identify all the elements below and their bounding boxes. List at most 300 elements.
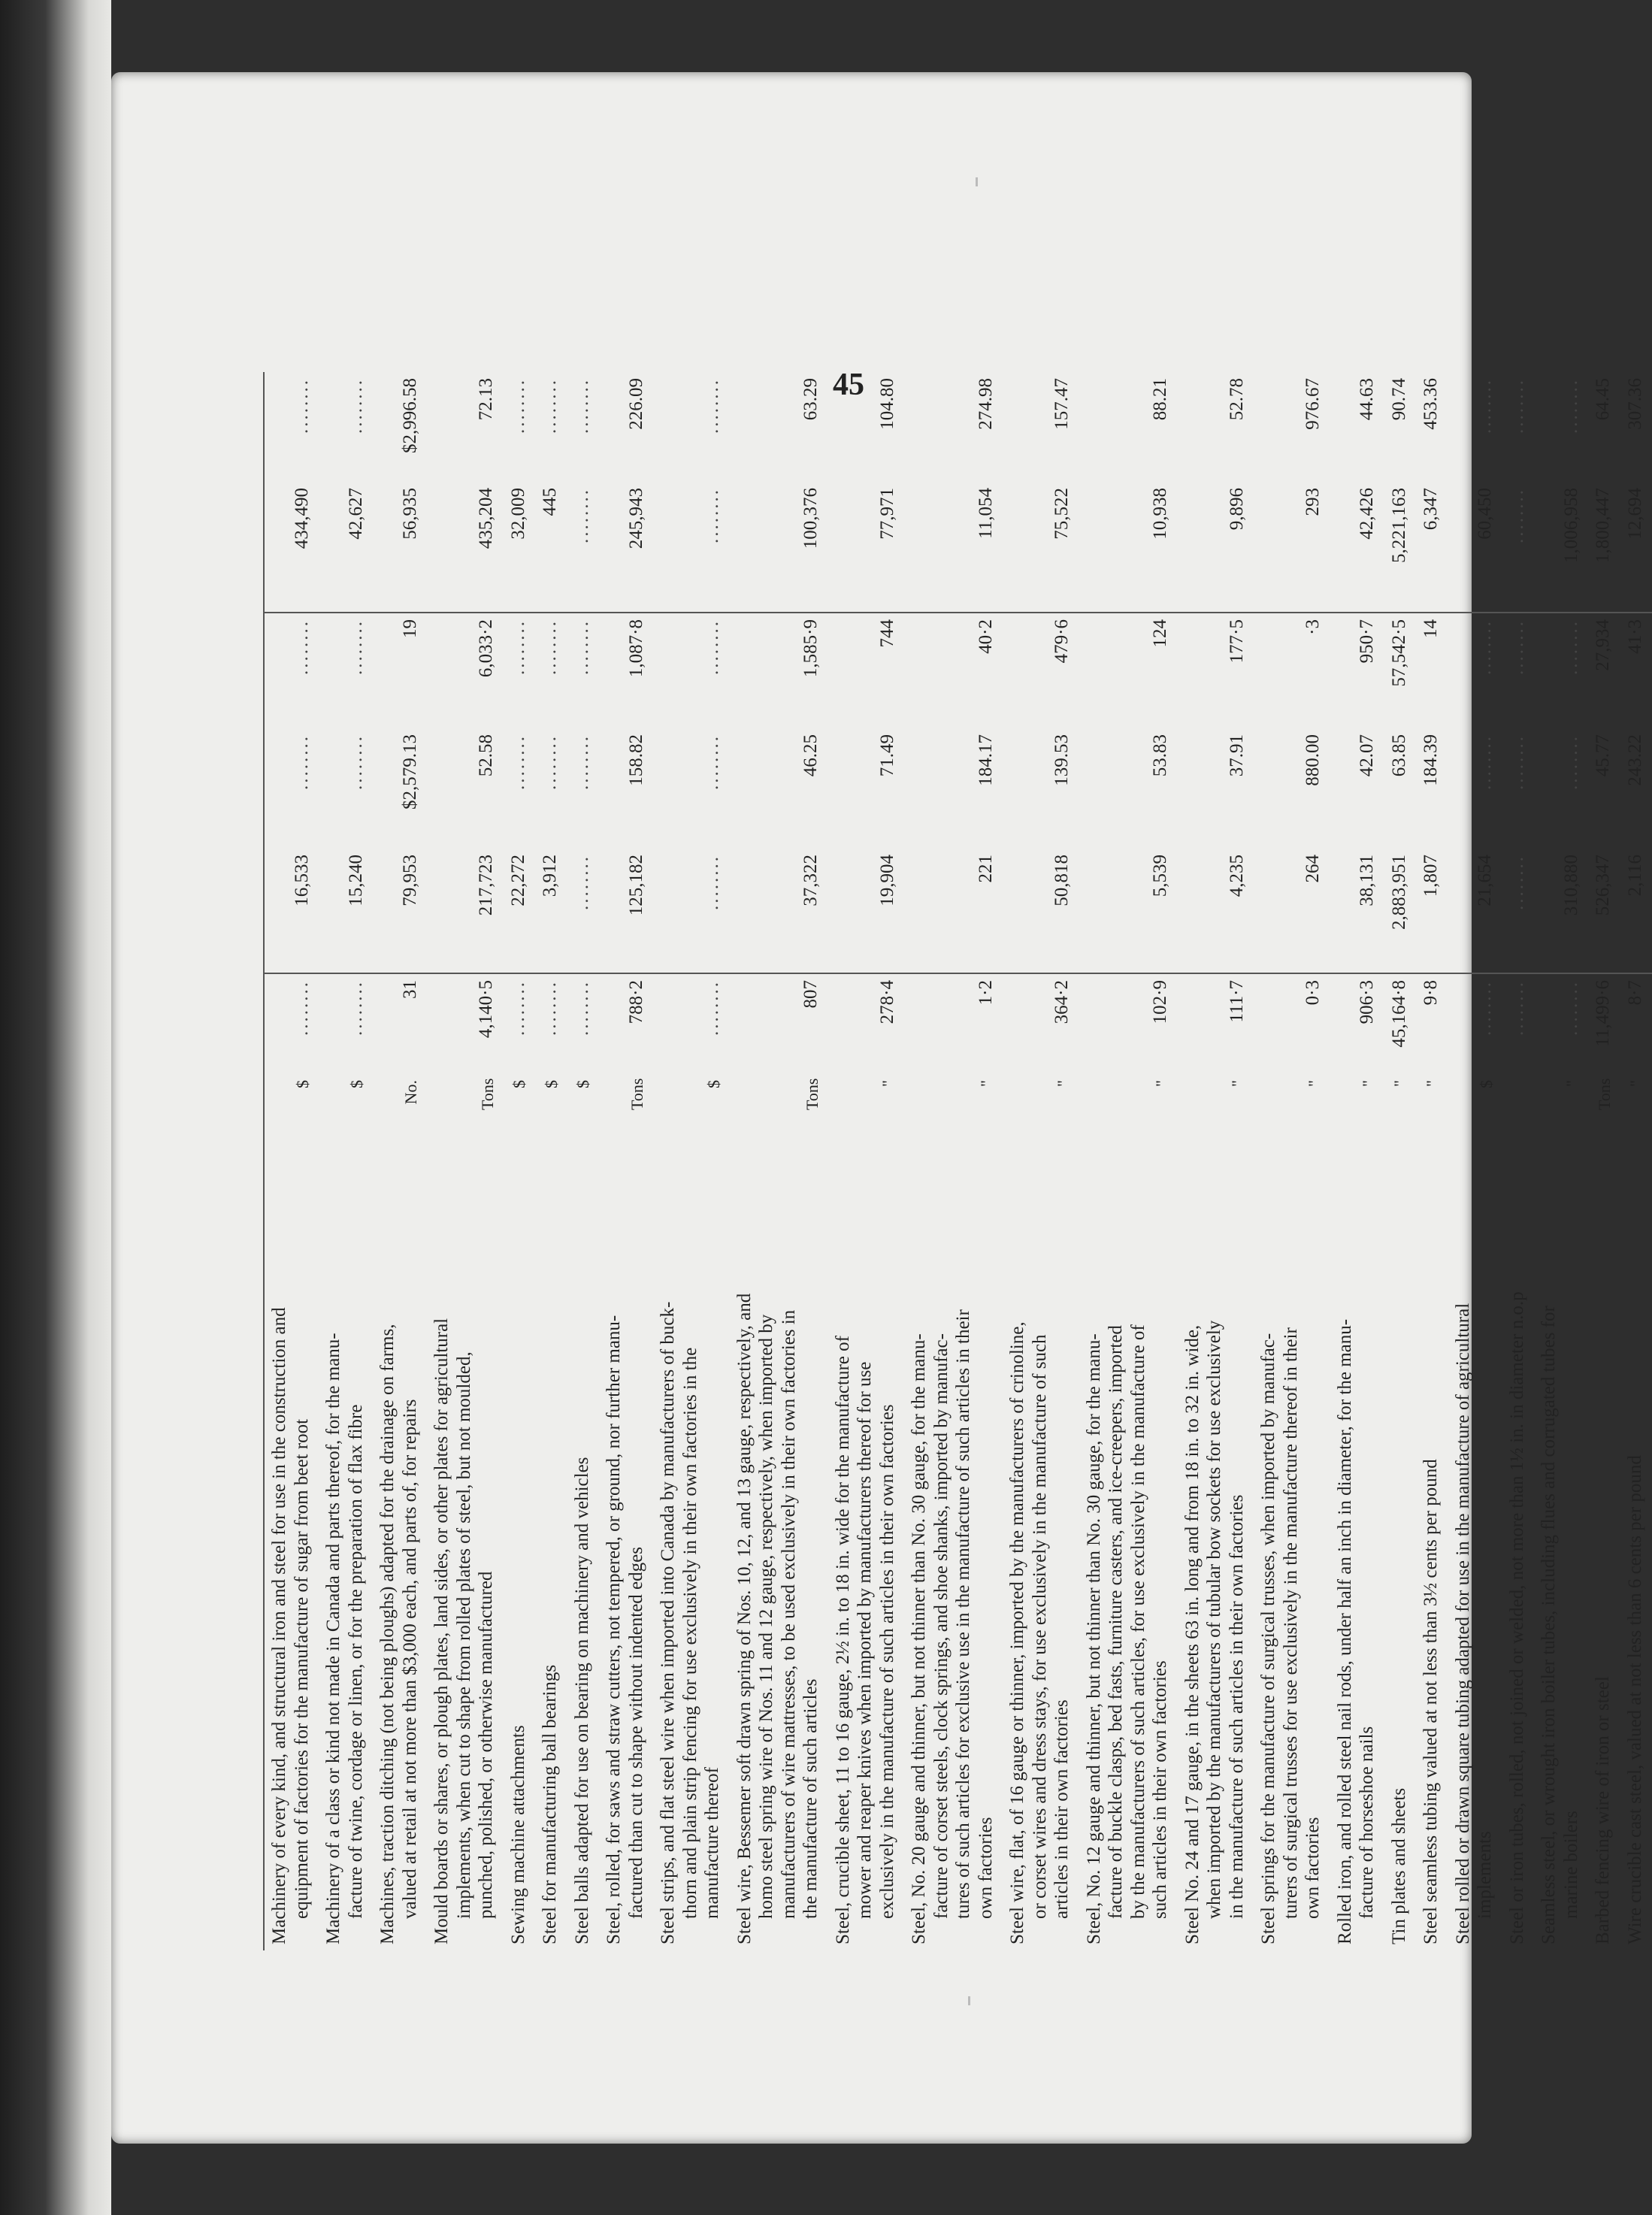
description-line: thorn and plain strip fencing for use exclusively in their own factories in the [679,1347,700,1919]
quantity-year1 [567,973,600,1074]
leader-dots: ........ [1506,378,1527,434]
item-description [1330,1116,1384,1950]
description-line: Barbed fencing wire of iron or steel [1593,1676,1613,1944]
value-year2-value: 56,935 [399,488,420,540]
value-year2-value: 293 [1303,488,1323,516]
table-row [1254,372,1330,1950]
value-year1-value: 526,347 [1593,855,1613,916]
quantity-year2-value: 124 [1150,619,1170,648]
leader-dots: ........ [540,378,560,434]
leader-dots: ........ [345,619,366,675]
quantity-year2-value: 1,087·8 [625,619,646,678]
rate-year1 [904,728,1003,849]
rate-year2 [599,372,653,482]
quantity-year1 [1254,973,1330,1074]
unit-label [1502,1074,1535,1116]
unit-label: $ [541,1080,561,1088]
description-line: Machinery of a class or kind not made in Canada and parts thereof, for the manu- [323,1333,343,1944]
value-year1 [1502,849,1535,973]
description-line: facture of corset steels, clock springs, and shoe shanks, imported by manufac- [930,1333,952,1919]
value-year2 [1003,482,1079,613]
rate-year1 [1254,728,1330,849]
rate-year2 [653,372,730,482]
rate-year1-value: $2,579.13 [399,734,420,809]
leader-dots: ........ [702,855,722,910]
unit-label: " [977,1080,997,1087]
value-year1 [427,849,504,973]
description-line: factured than cut to shape without indented edges [625,1547,646,1919]
quantity-year1 [1416,973,1448,1074]
rate-year2 [567,372,600,482]
leader-dots: ........ [571,619,592,675]
value-year2 [264,482,319,613]
description-line: when imported by the manufacturers of tubular bow sockets for use exclusively [1204,1320,1224,1919]
unit-label: Tons [802,1078,821,1110]
description-line: articles in their own factories [1051,1699,1072,1919]
description-line: in the manufacture of such articles in their own factories [1226,1494,1247,1919]
rate-year1-value: 184.17 [975,734,996,786]
table-row [504,372,536,1950]
rate-year2 [427,372,504,482]
table-row [1588,372,1620,1950]
rate-year1 [504,728,536,849]
unit-label: Tons [628,1078,647,1110]
rate-year2-value: 104.80 [876,378,897,430]
item-description [319,1116,373,1950]
unit-label: $ [347,1080,367,1088]
item-description [1534,1116,1588,1950]
description-line: facture of buckle clasps, bed fasts, furniture casters, and ice-creepers, imported [1106,1325,1126,1919]
quantity-year2-value: 14 [1421,619,1441,638]
unit-label: " [1228,1080,1248,1087]
item-description [427,1116,504,1950]
description-line: Steel rolled or drawn square tubing adapted for use in the manufacture of agricultural [1452,1303,1473,1944]
rate-year1 [1534,728,1588,849]
value-year1 [828,849,905,973]
value-year1-value: 5,539 [1150,855,1170,897]
value-year1 [904,849,1003,973]
leader-dots: ........ [1560,980,1581,1036]
description-line: Steel, No. 12 gauge and thinner, but not thinner than No. 30 gauge, for the manu- [1083,1333,1104,1944]
rate-year1 [373,728,427,849]
unit-label: $ [264,1074,319,1116]
leader-dots: ........ [507,378,528,434]
value-year1-value: 79,953 [399,855,420,906]
unit-label: No. [401,1080,421,1105]
quantity-year1 [1448,973,1502,1074]
description-line: Steel springs for the manufacture of surgical trusses, when imported by manufac- [1258,1333,1278,1944]
quantity-year2-value: 177·5 [1226,619,1247,664]
rate-year2 [1178,372,1254,482]
value-year1 [373,849,427,973]
leader-dots: ........ [702,378,722,434]
value-year1-value: 221 [975,855,996,883]
leader-dots: ........ [1560,619,1581,675]
rate-year2 [1384,372,1417,482]
quantity-year2-value: 40·2 [975,619,996,654]
item-description [1620,1116,1652,1950]
table-row [1079,372,1178,1950]
table-row [264,372,319,1950]
leader-dots: ........ [1475,734,1495,790]
leader-dots: ........ [1506,980,1527,1036]
description-line: own factories [1303,1817,1323,1919]
item-description [567,1116,600,1950]
rate-year1 [653,728,730,849]
unit-label: " [1390,1080,1410,1087]
value-year2-value: 75,522 [1051,488,1072,540]
quantity-year2 [1330,613,1384,728]
quantity-year1 [1534,973,1588,1074]
quantity-year1-value: 788·2 [625,980,646,1024]
value-year2 [653,482,730,613]
leader-dots: ........ [1475,980,1495,1036]
quantity-year1-value: 364·2 [1051,980,1072,1024]
leader-dots: ........ [1506,488,1527,543]
rate-year1 [1416,728,1448,849]
rate-year1 [535,728,567,849]
value-year2-value: 100,376 [800,488,821,549]
value-year1-value: 3,912 [540,855,560,897]
rate-year2-value: 226.09 [625,378,646,430]
paper-mark [968,1996,970,2005]
quantity-year2 [1448,613,1502,728]
value-year2-value: 60,450 [1475,488,1495,540]
quantity-year1 [1003,973,1079,1074]
rate-year1 [599,728,653,849]
quantity-year2-value: 744 [876,619,897,648]
table-row [1534,372,1588,1950]
quantity-year2 [535,613,567,728]
quantity-year1-value: 8·7 [1624,980,1645,1006]
value-year1 [1534,849,1588,973]
value-year2-value: 445 [540,488,560,516]
rate-year2-value: 63.29 [800,378,821,421]
item-description [599,1116,653,1950]
quantity-year2 [653,613,730,728]
quantity-year2-value: 1,585·9 [800,619,821,678]
rate-year2-value: 453.36 [1421,378,1441,430]
description-line: Steel strips, and flat steel wire when imported into Canada by manufacturers of buck- [658,1301,678,1944]
rate-year2 [319,372,373,482]
value-year2-value: 6,347 [1421,488,1441,531]
unit-label: " [1358,1080,1378,1087]
quantity-year1 [828,973,905,1074]
unit-label: Tons [1594,1078,1614,1110]
table-row [319,372,373,1950]
quantity-year1 [1502,973,1535,1074]
rate-year2-value: 274.98 [975,378,996,430]
value-year1 [1448,849,1502,973]
value-year2 [1416,482,1448,613]
item-description [373,1116,427,1950]
value-year1-value: 1,807 [1421,855,1441,897]
rate-year2 [1502,372,1535,482]
rate-year2 [730,372,828,482]
value-year2-value: 42,627 [345,488,366,540]
quantity-year2-value: 19 [399,619,420,638]
quantity-year1-value: 807 [800,980,821,1009]
quantity-year1 [373,973,427,1074]
rate-year1 [828,728,905,849]
unit-label: $ [703,1080,723,1088]
value-year1-value: 22,272 [507,855,528,906]
value-year1 [730,849,828,973]
item-description [828,1116,905,1950]
description-line: Sewing machine attachments [507,1725,528,1944]
value-year2-value: 435,204 [476,488,496,549]
value-year1 [504,849,536,973]
item-description [653,1116,730,1950]
description-line: Wire crucible cast steel, valued at not less than 6 cents per pound [1624,1455,1645,1944]
value-year1-value: 125,182 [625,855,646,916]
item-description [1384,1116,1417,1950]
value-year1 [319,849,373,973]
rate-year1 [1620,728,1652,849]
value-year2-value: 434,490 [291,488,312,549]
rate-year2-value: $2,996.58 [399,378,420,453]
rate-year2 [1534,372,1588,482]
quantity-year1-value: 9·8 [1421,980,1441,1006]
table-row [427,372,504,1950]
value-year2 [730,482,828,613]
rate-year2-value: 90.74 [1388,378,1409,421]
table-row [1330,372,1384,1950]
description-line: the manufacture of such articles [800,1678,821,1919]
rate-year1-value: 158.82 [625,734,646,786]
table-row [730,372,828,1950]
value-year2 [1330,482,1384,613]
description-line: Steel wire, Bessemer soft drawn spring of Nos. 10, 12, and 13 gauge, respectively, and [734,1293,755,1944]
quantity-year1-value: 1·2 [975,980,996,1006]
leader-dots: ........ [507,734,528,790]
quantity-year1 [1178,973,1254,1074]
description-line: mower and reaper knives when imported by manufacturers thereof for use [855,1361,875,1919]
rate-year2-value: 64.45 [1593,378,1613,421]
rate-year1-value: 243.22 [1624,734,1645,786]
leader-dots: ........ [571,855,592,910]
leader-dots: ........ [345,734,366,790]
quantity-year1 [904,973,1003,1074]
value-year2 [1502,482,1535,613]
quantity-year1 [535,973,567,1074]
leader-dots: ........ [345,378,366,434]
description-line: Mould boards or shares, or plough plates, land sides, or other plates for agricultural [431,1318,452,1944]
description-line: facture of twine, cordage or linen, or for the preparation of flax fibre [345,1404,366,1919]
page-number: 45 [833,368,864,402]
quantity-year1 [504,973,536,1074]
quantity-year2 [319,613,373,728]
quantity-year2-value: 479·6 [1051,619,1072,664]
description-line: turers of surgical trusses for use exclusively in the manufacture thereof in their [1280,1327,1301,1919]
leader-dots: ........ [507,980,528,1036]
item-description [1588,1116,1620,1950]
value-year1-value: 2,883,951 [1388,855,1409,930]
quantity-year2 [1416,613,1448,728]
leader-dots: ........ [1506,619,1527,675]
rate-year1 [1384,728,1417,849]
rate-year1-value: 184.39 [1421,734,1441,786]
item-description [1254,1116,1330,1950]
quantity-year2 [730,613,828,728]
leader-dots: ........ [571,378,592,434]
value-year1-value: 15,240 [345,855,366,906]
description-line: Steel seamless tubing valued at not less than 3½ cents per pound [1421,1459,1441,1944]
quantity-year1-value: 0·3 [1303,980,1323,1006]
quantity-year2 [1254,613,1330,728]
value-year1 [535,849,567,973]
table-row [1178,372,1254,1950]
value-year1 [264,849,319,973]
table-row [535,372,567,1950]
quantity-year2 [1384,613,1417,728]
leader-dots: ........ [1475,378,1495,434]
rate-year1-value: 52.58 [476,734,496,777]
leader-dots: ........ [1506,734,1527,790]
unit-label: " [1563,1080,1582,1087]
description-line: such articles in their own factories [1150,1660,1170,1919]
rate-year2 [1254,372,1330,482]
value-year2-value: 10,938 [1150,488,1170,540]
value-year2 [504,482,536,613]
rate-year1 [427,728,504,849]
quantity-year1 [1079,973,1178,1074]
unit-label: " [1422,1080,1442,1087]
rate-year1-value: 42.07 [1357,734,1377,777]
leader-dots: ........ [571,734,592,790]
description-line: Steel or iron tubes, rolled, not joined or welded, not more than 1½ in. in diameter n.o.p [1506,1291,1527,1944]
description-line: equipment of factories for the manufacture of sugar from beet root [291,1418,312,1919]
rate-year1 [1178,728,1254,849]
value-year2-value: 1,800,447 [1593,488,1613,563]
table-row [1448,372,1502,1950]
value-year2-value: 32,009 [507,488,528,540]
quantity-year2 [599,613,653,728]
value-year1 [1254,849,1330,973]
value-year2-value: 1,006,958 [1560,488,1581,563]
description-line: Rolled iron, and rolled steel nail rods, under half an inch in diameter, for the manu- [1334,1318,1355,1944]
table-row [1416,372,1448,1950]
description-line: Steel, crucible sheet, 11 to 16 gauge, 2½ in. to 18 in. wide for the manufacture of [832,1336,853,1944]
rate-year2-value: 88.21 [1150,378,1170,421]
leader-dots: ........ [1475,619,1495,675]
leader-dots: ........ [702,734,722,790]
leader-dots: ........ [345,980,366,1036]
unit-label: Tons [477,1078,497,1110]
quantity-year2 [1534,613,1588,728]
description-line: valued at retail at not more than $3,000 each, and parts of, for repairs [399,1399,420,1919]
quantity-year2 [828,613,905,728]
unit-label: " [1151,1080,1171,1087]
rate-year1 [730,728,828,849]
description-line: manufacture thereof [702,1767,722,1919]
quantity-year2 [567,613,600,728]
value-year2 [1448,482,1502,613]
description-line: punched, polished, or otherwise manufactured [476,1571,496,1919]
rate-year1 [1003,728,1079,849]
value-year2 [567,482,600,613]
rate-year1 [1502,728,1535,849]
rate-year1 [319,728,373,849]
value-year1-value: 16,533 [291,855,312,906]
paper-mark [976,177,978,186]
value-year2-value: 5,221,163 [1388,488,1409,563]
leader-dots: ........ [540,619,560,675]
quantity-year1 [1330,973,1384,1074]
quantity-year2 [1620,613,1652,728]
rate-year1 [567,728,600,849]
value-year1 [1079,849,1178,973]
value-year2 [904,482,1003,613]
book-spine-shadow [0,0,111,2215]
quantity-year2 [904,613,1003,728]
leader-dots: ........ [540,980,560,1036]
table-row [599,372,653,1950]
description-line: or corset wires and dress stays, for use exclusively in the manufacture of such [1029,1334,1050,1919]
item-description [1502,1116,1535,1950]
import-statistics-table [263,372,1652,1950]
leader-dots: ........ [291,734,312,790]
value-year1-value: 264 [1303,855,1323,883]
quantity-year1-value: 906·3 [1357,980,1377,1024]
description-line: Steel wire, flat, of 16 gauge or thinner, imported by the manufacturers of crinoline, [1007,1321,1027,1944]
leader-dots: ........ [291,980,312,1036]
rate-year1-value: 53.83 [1150,734,1170,777]
table-row [567,372,600,1950]
rate-year2 [1330,372,1384,482]
description-line: homo steel spring wire of Nos. 11 and 12 gauge, respectively, when imported by [756,1314,776,1919]
quantity-year2-value: ·3 [1303,619,1323,635]
value-year2 [828,482,905,613]
quantity-year2 [1588,613,1620,728]
leader-dots: ........ [702,488,722,543]
rate-year2-value: 52.78 [1226,378,1247,421]
description-line: implements, when cut to shape from rolled plates of steel, but not moulded, [453,1351,474,1919]
quantity-year1 [1620,973,1652,1074]
value-year2 [599,482,653,613]
description-line: Tin plates and sheets [1388,1787,1409,1944]
rate-year2 [1588,372,1620,482]
value-year2 [1588,482,1620,613]
description-line: manufacturers of wire mattresses, to be used exclusively in their own factories in [778,1309,799,1919]
value-year1 [653,849,730,973]
leader-dots: ........ [507,619,528,675]
leader-dots: ........ [571,980,592,1036]
description-line: Steel for manufacturing ball bearings [540,1664,560,1944]
rate-year2 [535,372,567,482]
item-description [730,1116,828,1950]
rotated-statistics-table [263,372,1646,1950]
value-year1 [1330,849,1384,973]
unit-label: " [1626,1080,1646,1087]
leader-dots: ........ [1560,734,1581,790]
value-year1 [1384,849,1417,973]
quantity-year2 [1079,613,1178,728]
quantity-year1-value: 102·9 [1150,980,1170,1024]
table-row [653,372,730,1950]
value-year2 [373,482,427,613]
value-year1-value: 50,818 [1051,855,1072,906]
unit-label: $ [573,1080,593,1088]
rate-year1 [264,728,319,849]
unit-label: " [1304,1080,1324,1087]
rate-year2-value: 72.13 [476,378,496,421]
item-description [1079,1116,1178,1950]
description-line: implements [1475,1831,1495,1919]
value-year2 [427,482,504,613]
quantity-year1-value: 45,164·8 [1388,980,1409,1048]
value-year1-value: 21,654 [1475,855,1495,906]
